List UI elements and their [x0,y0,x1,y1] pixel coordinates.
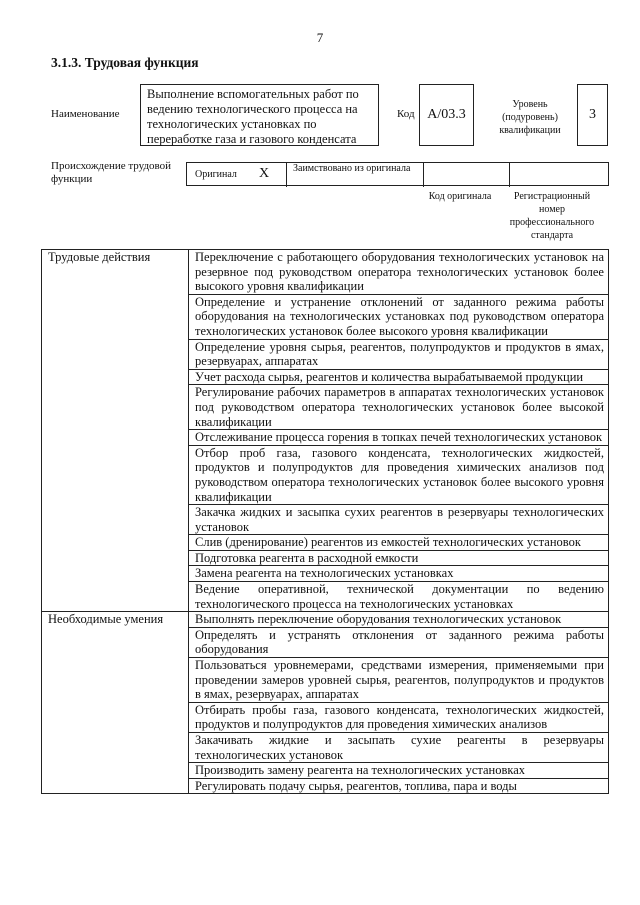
requirement-item: Выполнять переключение оборудования технологических установок [189,612,609,628]
reg-number-caption: Регистрационный номер профессионального стандарта [509,191,595,241]
requirement-item: Слив (дренирование) реагентов из емкостей технологических установок [189,535,609,551]
requirement-item: Ведение оперативной, технической документации по ведению технологического процесса на технологических установках [189,582,609,612]
section-category: Трудовые действия [42,250,189,612]
code-label: Код [397,108,415,120]
function-code: А/03.3 [419,84,474,146]
requirement-item: Отбирать пробы газа, газового конденсата, технологических жидкостей, продуктов и полупродуктов для проведения химических анализов [189,702,609,732]
origin-row [186,162,609,186]
section-category: Необходимые умения [42,612,189,794]
original-mark: X [259,166,270,181]
requirement-item: Определять и устранять отклонения от заданного режима работы оборудования [189,627,609,657]
page-number: 7 [316,30,324,45]
borrowed-label: Заимствовано из оригинала [293,163,411,174]
requirement-item: Учет расхода сырья, реагентов и количества вырабатываемой продукции [189,369,609,385]
requirement-item: Регулирование рабочих параметров в аппаратах технологических установок под руководством оператора технологических установок более высокой квалификации [189,385,609,430]
code-caption: Код оригинала [428,191,492,202]
table-row [42,612,609,628]
requirement-item: Определение и устранение отклонений от заданного режима работы оборудования на технологических установках под руководством оператора технологических установок более высокого уровня квалификации [189,294,609,339]
requirement-item: Регулировать подачу сырья, реагентов, топлива, пара и воды [189,778,609,794]
requirement-item: Подготовка реагента в расходной емкости [189,550,609,566]
requirement-item: Закачивать жидкие и засыпать сухие реагенты в резервуары технологических установок [189,733,609,763]
section-title: 3.1.3. Трудовая функция [51,55,199,70]
requirement-item: Пользоваться уровнемерами, средствами измерения, применяемыми при проведении замеров уровней сырья, реагентов, полупродуктов и продуктов в ямах, резервуарах, аппаратах [189,658,609,703]
requirement-item: Производить замену реагента на технологических установках [189,763,609,779]
requirement-item: Определение уровня сырья, реагентов, полупродуктов и продуктов в ямах, резервуарах, аппаратах [189,339,609,369]
origin-label: Происхождение трудовой функции [51,160,172,185]
level-label: Уровень (подуровень) квалификации [499,99,561,136]
requirement-item: Переключение с работающего оборудования технологических установок на резервное под руководством оператора технологических установок более высокого уровня квалификации [189,250,609,295]
original-label: Оригинал [195,169,237,180]
function-name: Выполнение вспомогательных работ по ведению технологического процесса на технологических установках по переработке газа и газового конденсата [140,84,379,146]
name-label: Наименование [51,108,120,120]
table-row [42,250,609,295]
requirements-table [41,249,609,794]
requirement-item: Закачка жидких и засыпка сухих реагентов в резервуары технологических установок [189,505,609,535]
requirement-item: Замена реагента на технологических установках [189,566,609,582]
qualification-level: 3 [577,84,608,146]
requirement-item: Отслеживание процесса горения в топках печей технологических установок [189,430,609,446]
requirement-item: Отбор проб газа, газового конденсата, технологических жидкостей, продуктов и полупродуктов для проведения химических анализов под руководством оператора технологических установок более высокого уровня квалификации [189,445,609,504]
